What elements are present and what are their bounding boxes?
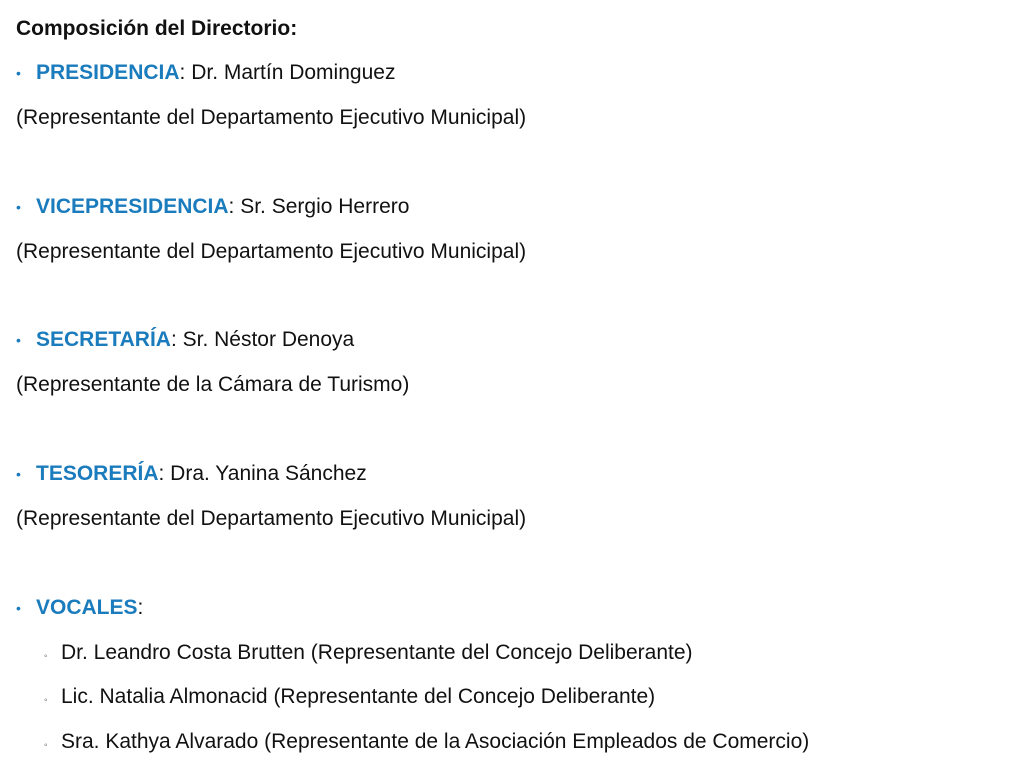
vocales-line [16, 594, 143, 622]
role-label-vocales: VOCALES [36, 596, 138, 619]
vicepresidencia-line [16, 193, 409, 221]
representation-note-vicepresidencia: (Representante del Departamento Ejecutivo Municipal) [16, 240, 527, 263]
sub-bullet-icon: ◦ [44, 695, 48, 706]
vocal-member-text: Lic. Natalia Almonacid (Representante del Concejo Deliberante) [61, 685, 656, 708]
vocal-member [44, 728, 809, 760]
bullet-icon: • [16, 65, 21, 81]
vocal-member-text: Dr. Leandro Costa Brutten (Representante del Concejo Deliberante) [61, 641, 693, 664]
member-name-vicepresidencia: : Sr. Sergio Herrero [228, 195, 410, 218]
representation-note-presidencia: (Representante del Departamento Ejecutivo Municipal) [16, 106, 527, 129]
member-name-secretaria: : Sr. Néstor Denoya [170, 328, 355, 351]
role-label-secretaria: SECRETARÍA [36, 328, 171, 351]
bullet-icon: • [16, 600, 21, 616]
representation-note-secretaria: (Representante de la Cámara de Turismo) [16, 373, 410, 396]
representation-note-tesoreria: (Representante del Departamento Ejecutivo Municipal) [16, 507, 527, 530]
member-name-presidencia: : Dr. Martín Dominguez [179, 61, 396, 84]
page-title: Composición del Directorio: [16, 17, 298, 40]
role-label-tesoreria: TESORERÍA [36, 462, 159, 485]
sub-bullet-icon: ◦ [44, 740, 48, 751]
sub-bullet-icon: ◦ [44, 651, 48, 662]
secretaria-line [16, 326, 354, 354]
vocal-member [44, 639, 693, 671]
role-label-vicepresidencia: VICEPRESIDENCIA [36, 195, 229, 218]
vocal-member-text: Sra. Kathya Alvarado (Representante de la Asociación Empleados de Comercio) [61, 730, 810, 753]
vocal-member [44, 683, 655, 715]
vocales-suffix: : [137, 596, 144, 619]
member-name-tesoreria: : Dra. Yanina Sánchez [158, 462, 367, 485]
bullet-icon: • [16, 332, 21, 348]
bullet-icon: • [16, 199, 21, 215]
bullet-icon: • [16, 466, 21, 482]
role-label-presidencia: PRESIDENCIA [36, 61, 180, 84]
presidencia-line [16, 59, 395, 87]
tesoreria-line [16, 460, 367, 488]
